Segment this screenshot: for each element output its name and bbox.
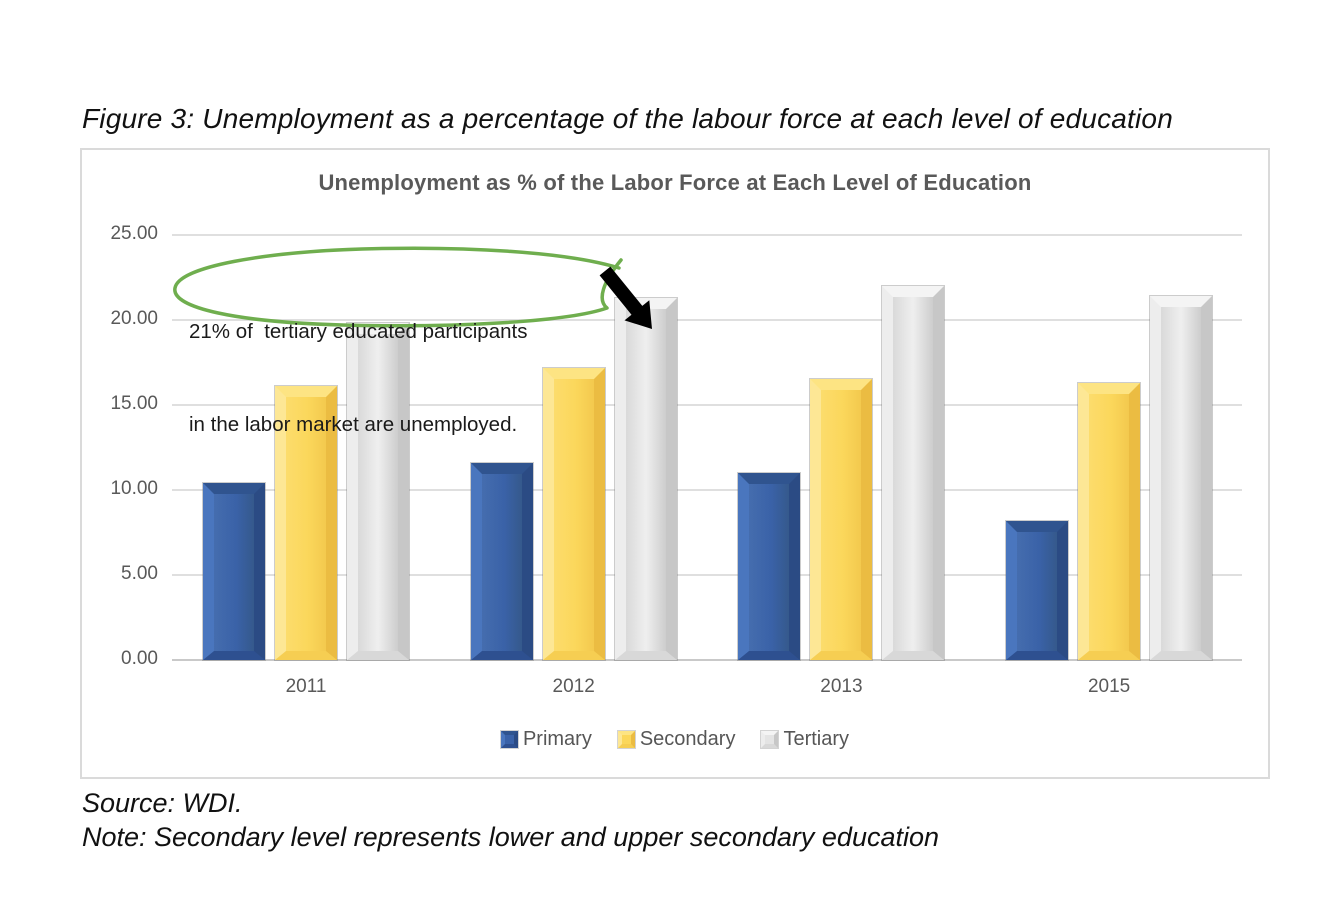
- gridline: [172, 234, 1242, 236]
- bar-primary-2015: [1006, 521, 1068, 660]
- secondary-note: Note: Secondary level represents lower and upper secondary education: [82, 822, 940, 852]
- chart: [80, 148, 1270, 779]
- y-axis-label: 5.00: [121, 563, 158, 584]
- x-axis-label-2011: 2011: [285, 676, 327, 697]
- bar-secondary-2015: [1078, 383, 1140, 660]
- bar-primary-2013: [738, 473, 800, 660]
- legend-label-tertiary: Tertiary: [783, 728, 850, 750]
- source-note: Source: WDI.: [82, 788, 243, 818]
- y-axis-label: 20.00: [110, 308, 158, 329]
- x-axis-label-2015: 2015: [1087, 676, 1131, 697]
- bar-primary-2011: [203, 483, 265, 660]
- y-axis-label: 25.00: [110, 223, 158, 244]
- bar-tertiary-2015: [1150, 296, 1212, 660]
- legend-swatch-tertiary: [761, 731, 778, 748]
- legend-item-primary: [501, 728, 592, 751]
- legend-label-secondary: Secondary: [639, 728, 736, 750]
- chart-legend: [82, 728, 1268, 751]
- legend-item-secondary: [618, 728, 736, 751]
- bar-secondary-2013: [810, 379, 872, 660]
- annotation-line-2: in the labor market are unemployed.: [189, 413, 518, 436]
- legend-swatch-primary: [501, 731, 518, 748]
- x-axis-label-2012: 2012: [552, 676, 595, 697]
- annotation-line-1: 21% of tertiary educated participants: [189, 320, 528, 343]
- annotation-text: [189, 254, 619, 502]
- bar-tertiary-2012: [615, 298, 677, 660]
- legend-swatch-secondary: [618, 731, 635, 748]
- legend-item-tertiary: [761, 728, 849, 751]
- y-axis-label: 15.00: [110, 393, 158, 414]
- y-axis-label: 0.00: [121, 648, 158, 669]
- annotation-callout: [167, 242, 645, 436]
- y-axis-label: 10.00: [110, 478, 158, 499]
- x-axis-label-2013: 2013: [820, 676, 863, 697]
- legend-label-primary: Primary: [522, 728, 592, 750]
- figure-caption: Figure 3: Unemployment as a percentage of the labour force at each level of education: [82, 103, 1173, 134]
- chart-title: Unemployment as % of the Labor Force at Each Level of Education: [318, 170, 1032, 195]
- annotation-arrow-icon: [597, 262, 667, 340]
- bar-tertiary-2013: [882, 286, 944, 660]
- figure-footer: [82, 786, 1282, 854]
